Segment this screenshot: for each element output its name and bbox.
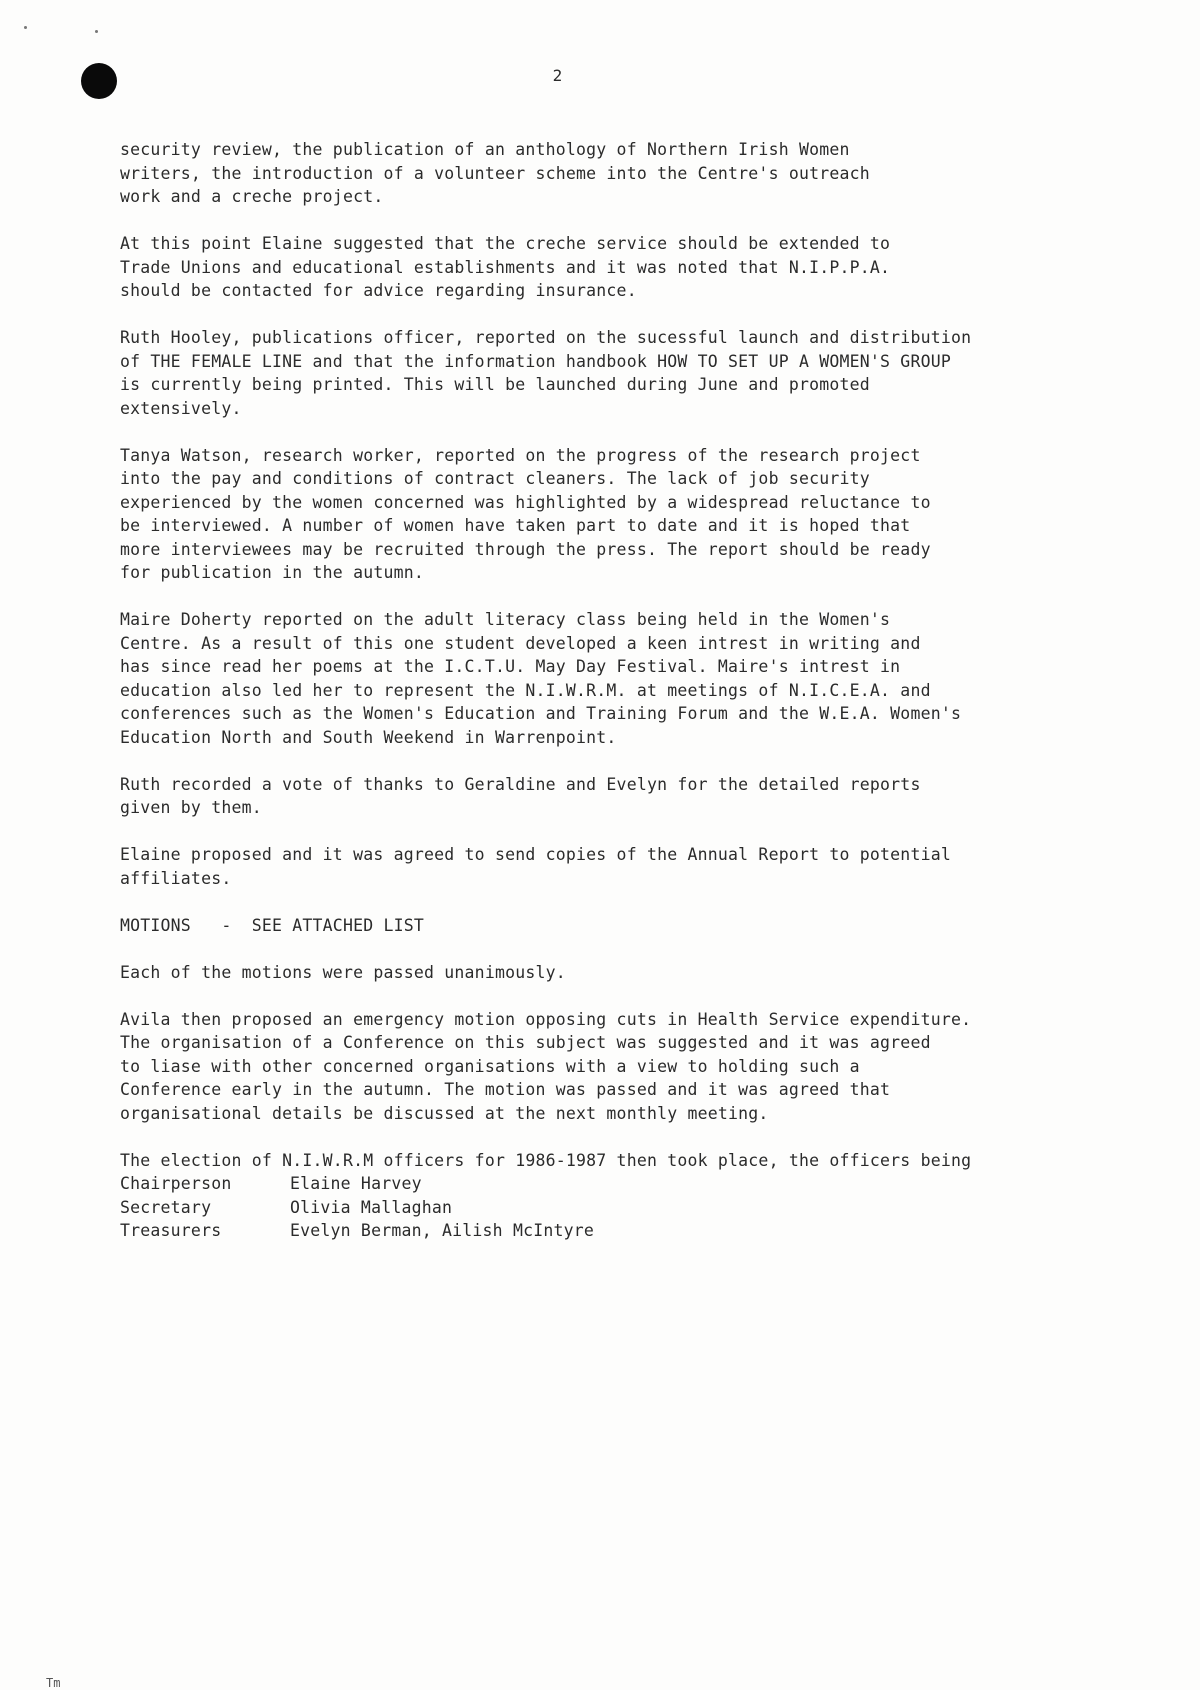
page-number: 2 (552, 66, 563, 85)
paragraph-literacy-report: Maire Doherty reported on the adult literacy class being held in the Women's Centre. As a result of this one student developed a keen intrest in writing and has since read her poems at the I.C.T.U. May Day Festival. Maire's intrest in education also led her to represent the N.I.W.R.M. at meetings of N.I.C.E.A. and conferences such as the Women's Education and Training Forum and the W.E.A. Women's Education North and South Weekend in Warrenpoint. (120, 610, 962, 747)
officer-role: Treasurers (120, 1221, 222, 1240)
officer-row (120, 1196, 594, 1220)
scan-speck (24, 26, 27, 29)
paragraph-motions-passed: Each of the motions were passed unanimously. (120, 962, 566, 982)
paragraph-research-report: Tanya Watson, research worker, reported on the progress of the research project into the pay and conditions of contract cleaners. The lack of job security experienced by the women concerned was highlighted by a widespread reluctance to be interviewed. A number of women have taken part to date and it is hoped that more interviewees may be recruited through the press. The report should be ready for publication in the autumn. (120, 445, 931, 582)
motions-heading: MOTIONS - SEE ATTACHED LIST (120, 915, 425, 935)
officer-name: Elaine Harvey (290, 1174, 422, 1193)
officer-row (120, 1219, 594, 1243)
paragraph-annual-report: Elaine proposed and it was agreed to send copies of the Annual Report to potential affiliates. (120, 845, 951, 888)
paragraph-emergency-motion: Avila then proposed an emergency motion opposing cuts in Health Service expenditure. The organisation of a Conference on this subject was suggested and it was agreed to liase with other concerned organisations with a view to holding such a Conference early in the autumn. The motion was passed and it was agreed that organisational details be discussed at the next monthly meeting. (120, 1009, 972, 1123)
paragraph-security-review: security review, the publication of an anthology of Northern Irish Women writers, the introduction of a volunteer scheme into the Centre's outreach work and a creche project. (120, 140, 870, 206)
officer-role: Chairperson (120, 1174, 232, 1193)
officer-name: Evelyn Berman, Ailish McIntyre (290, 1221, 595, 1240)
paragraph-election-intro: The election of N.I.W.R.M officers for 1986-1987 then took place, the officers being (120, 1150, 972, 1170)
paragraph-vote-of-thanks: Ruth recorded a vote of thanks to Geraldine and Evelyn for the detailed reports given by them. (120, 774, 921, 817)
paragraph-publications-report: Ruth Hooley, publications officer, reported on the sucessful launch and distribution of THE FEMALE LINE and that the information handbook HOW TO SET UP A WOMEN'S GROUP is currently being printed. This will be launched during June and promoted extensively. (120, 328, 972, 418)
scan-speck (95, 30, 98, 33)
officer-row (120, 1172, 594, 1196)
paragraph-creche-service: At this point Elaine suggested that the creche service should be extended to Trade Unions and educational establishments and it was noted that N.I.P.P.A. should be contacted for advice regarding insurance. (120, 234, 891, 300)
officers-list (120, 1172, 594, 1243)
officer-name: Olivia Mallaghan (290, 1197, 453, 1217)
bottom-margin-mark: Tm (46, 1676, 61, 1690)
officer-role: Secretary (120, 1197, 212, 1217)
document-body (120, 138, 1160, 1243)
